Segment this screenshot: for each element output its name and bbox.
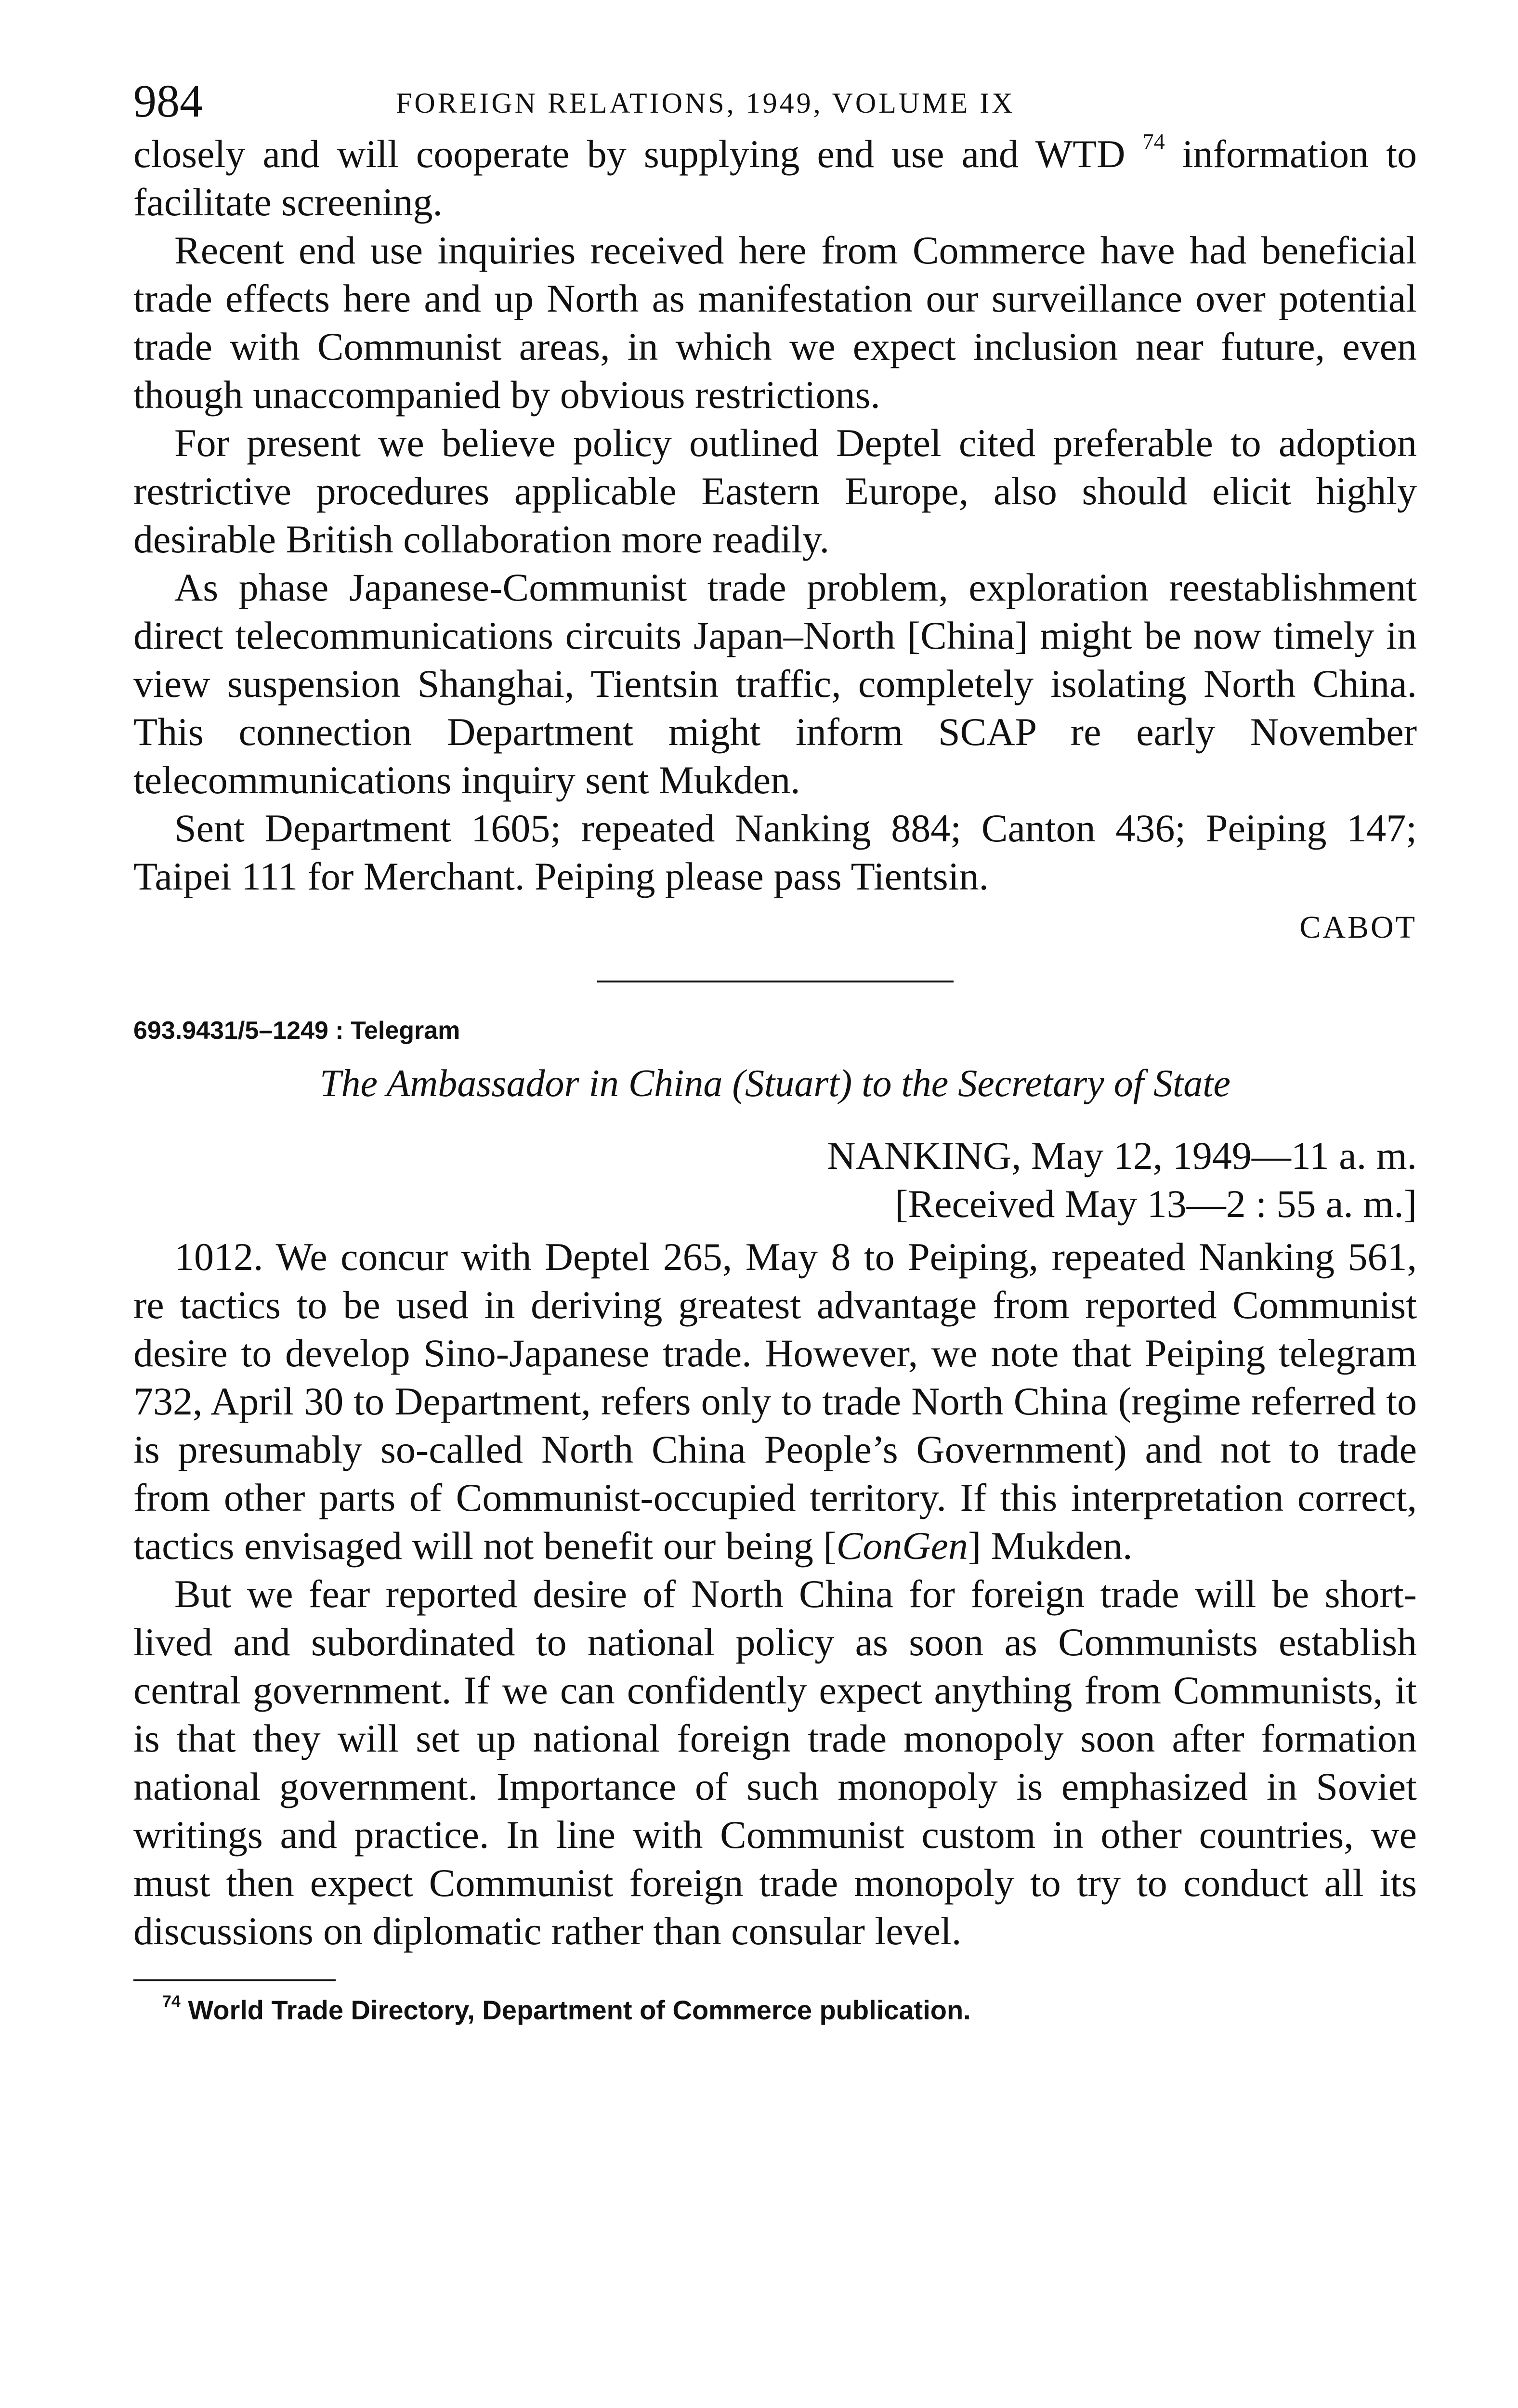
running-head — [133, 72, 1417, 130]
file-reference: 693.9431/5–1249 : Telegram — [133, 1017, 460, 1045]
telegram-italic-text: ConGen — [836, 1524, 968, 1568]
continuation-paragraph-2: Recent end use inquiries received here from Commerce have had beneficial trade effects here and up North as manifestation our surveillance over potential trade with Communist areas, in which we expect inclusion near future, even though unaccompanied by obvious restrictions. — [133, 228, 1417, 417]
telegram-text: ] Mukden. — [968, 1524, 1133, 1568]
footnote-number: 74 — [162, 1992, 181, 2011]
dateline-place: NANKING — [827, 1134, 1012, 1178]
continuation-text: closely and will cooperate by supplying end use and WTD — [133, 132, 1125, 176]
continuation-paragraph-1 — [133, 130, 1417, 226]
continuation-paragraph-4: As phase Japanese-Communist trade problem, exploration reestablishment direct telecommunications circuits Japan–North [China] might be now timely in view suspension Shanghai, Tientsin traffic, completely isolating North China. This connection Department might inform SCAP re early November telecommunications inquiry sent Mukden. — [133, 565, 1417, 802]
continuation-text: information to facilitate screening. — [133, 132, 1417, 224]
footnote-text: World Trade Directory, Department of Commerce publication. — [180, 1995, 971, 2025]
continuation-paragraph-3: For present we believe policy outlined Deptel cited preferable to adoption restrictive procedures applicable Eastern Europe, also should elicit highly desirable British collaboration more readily. — [133, 421, 1417, 561]
telegram-paragraph-1 — [133, 1233, 1417, 1570]
dateline — [133, 1132, 1417, 1180]
signature: CABOT — [1299, 910, 1417, 945]
document-title: The Ambassador in China (Stuart) to the Secretary of State — [320, 1062, 1230, 1105]
continuation-paragraph-5: Sent Department 1605; repeated Nanking 884; Canton 436; Peiping 147; Taipei 111 for Merchant. Peiping please pass Tientsin. — [133, 806, 1417, 898]
section-divider — [597, 981, 954, 982]
telegram-text: 1012. We concur with Deptel 265, May 8 to Peiping, repeated Nanking 561, re tactics to be used in deriving greatest advantage from reported Communist desire to develop Sino-Japanese trade. However, we note that Peiping telegram 732, April 30 to Department, refers only to trade North China (regime referred to is presumably so-called North China People’s Government) and not to trade from other parts of Communist-occupied territory. If this interpretation correct, tactics envisaged will not benefit our being [ — [133, 1235, 1417, 1568]
telegram-paragraph-2: But we fear reported desire of North China for foreign trade will be short-lived and subordinated to national policy as soon as Communists establish central government. If we can confidently expect anything from Communists, it is that they will set up national foreign trade monopoly soon after formation national government. Importance of such monopoly is emphasized in Soviet writings and practice. In line with Communist custom in other countries, we must then expect Communist foreign trade monopoly to try to conduct all its discussions on diplomatic rather than consular level. — [133, 1572, 1417, 1953]
running-title: FOREIGN RELATIONS, 1949, VOLUME IX — [396, 87, 1015, 119]
footnote-divider — [133, 1979, 336, 1981]
footnote-reference: 74 — [1142, 129, 1165, 154]
received-line: [Received May 13—2 : 55 a. m.] — [895, 1182, 1417, 1226]
page-number: 984 — [133, 75, 203, 127]
footnote — [133, 1991, 1417, 2029]
dateline-date: , May 12, 1949—11 a. m. — [1011, 1134, 1417, 1178]
document-page — [133, 72, 1417, 2029]
